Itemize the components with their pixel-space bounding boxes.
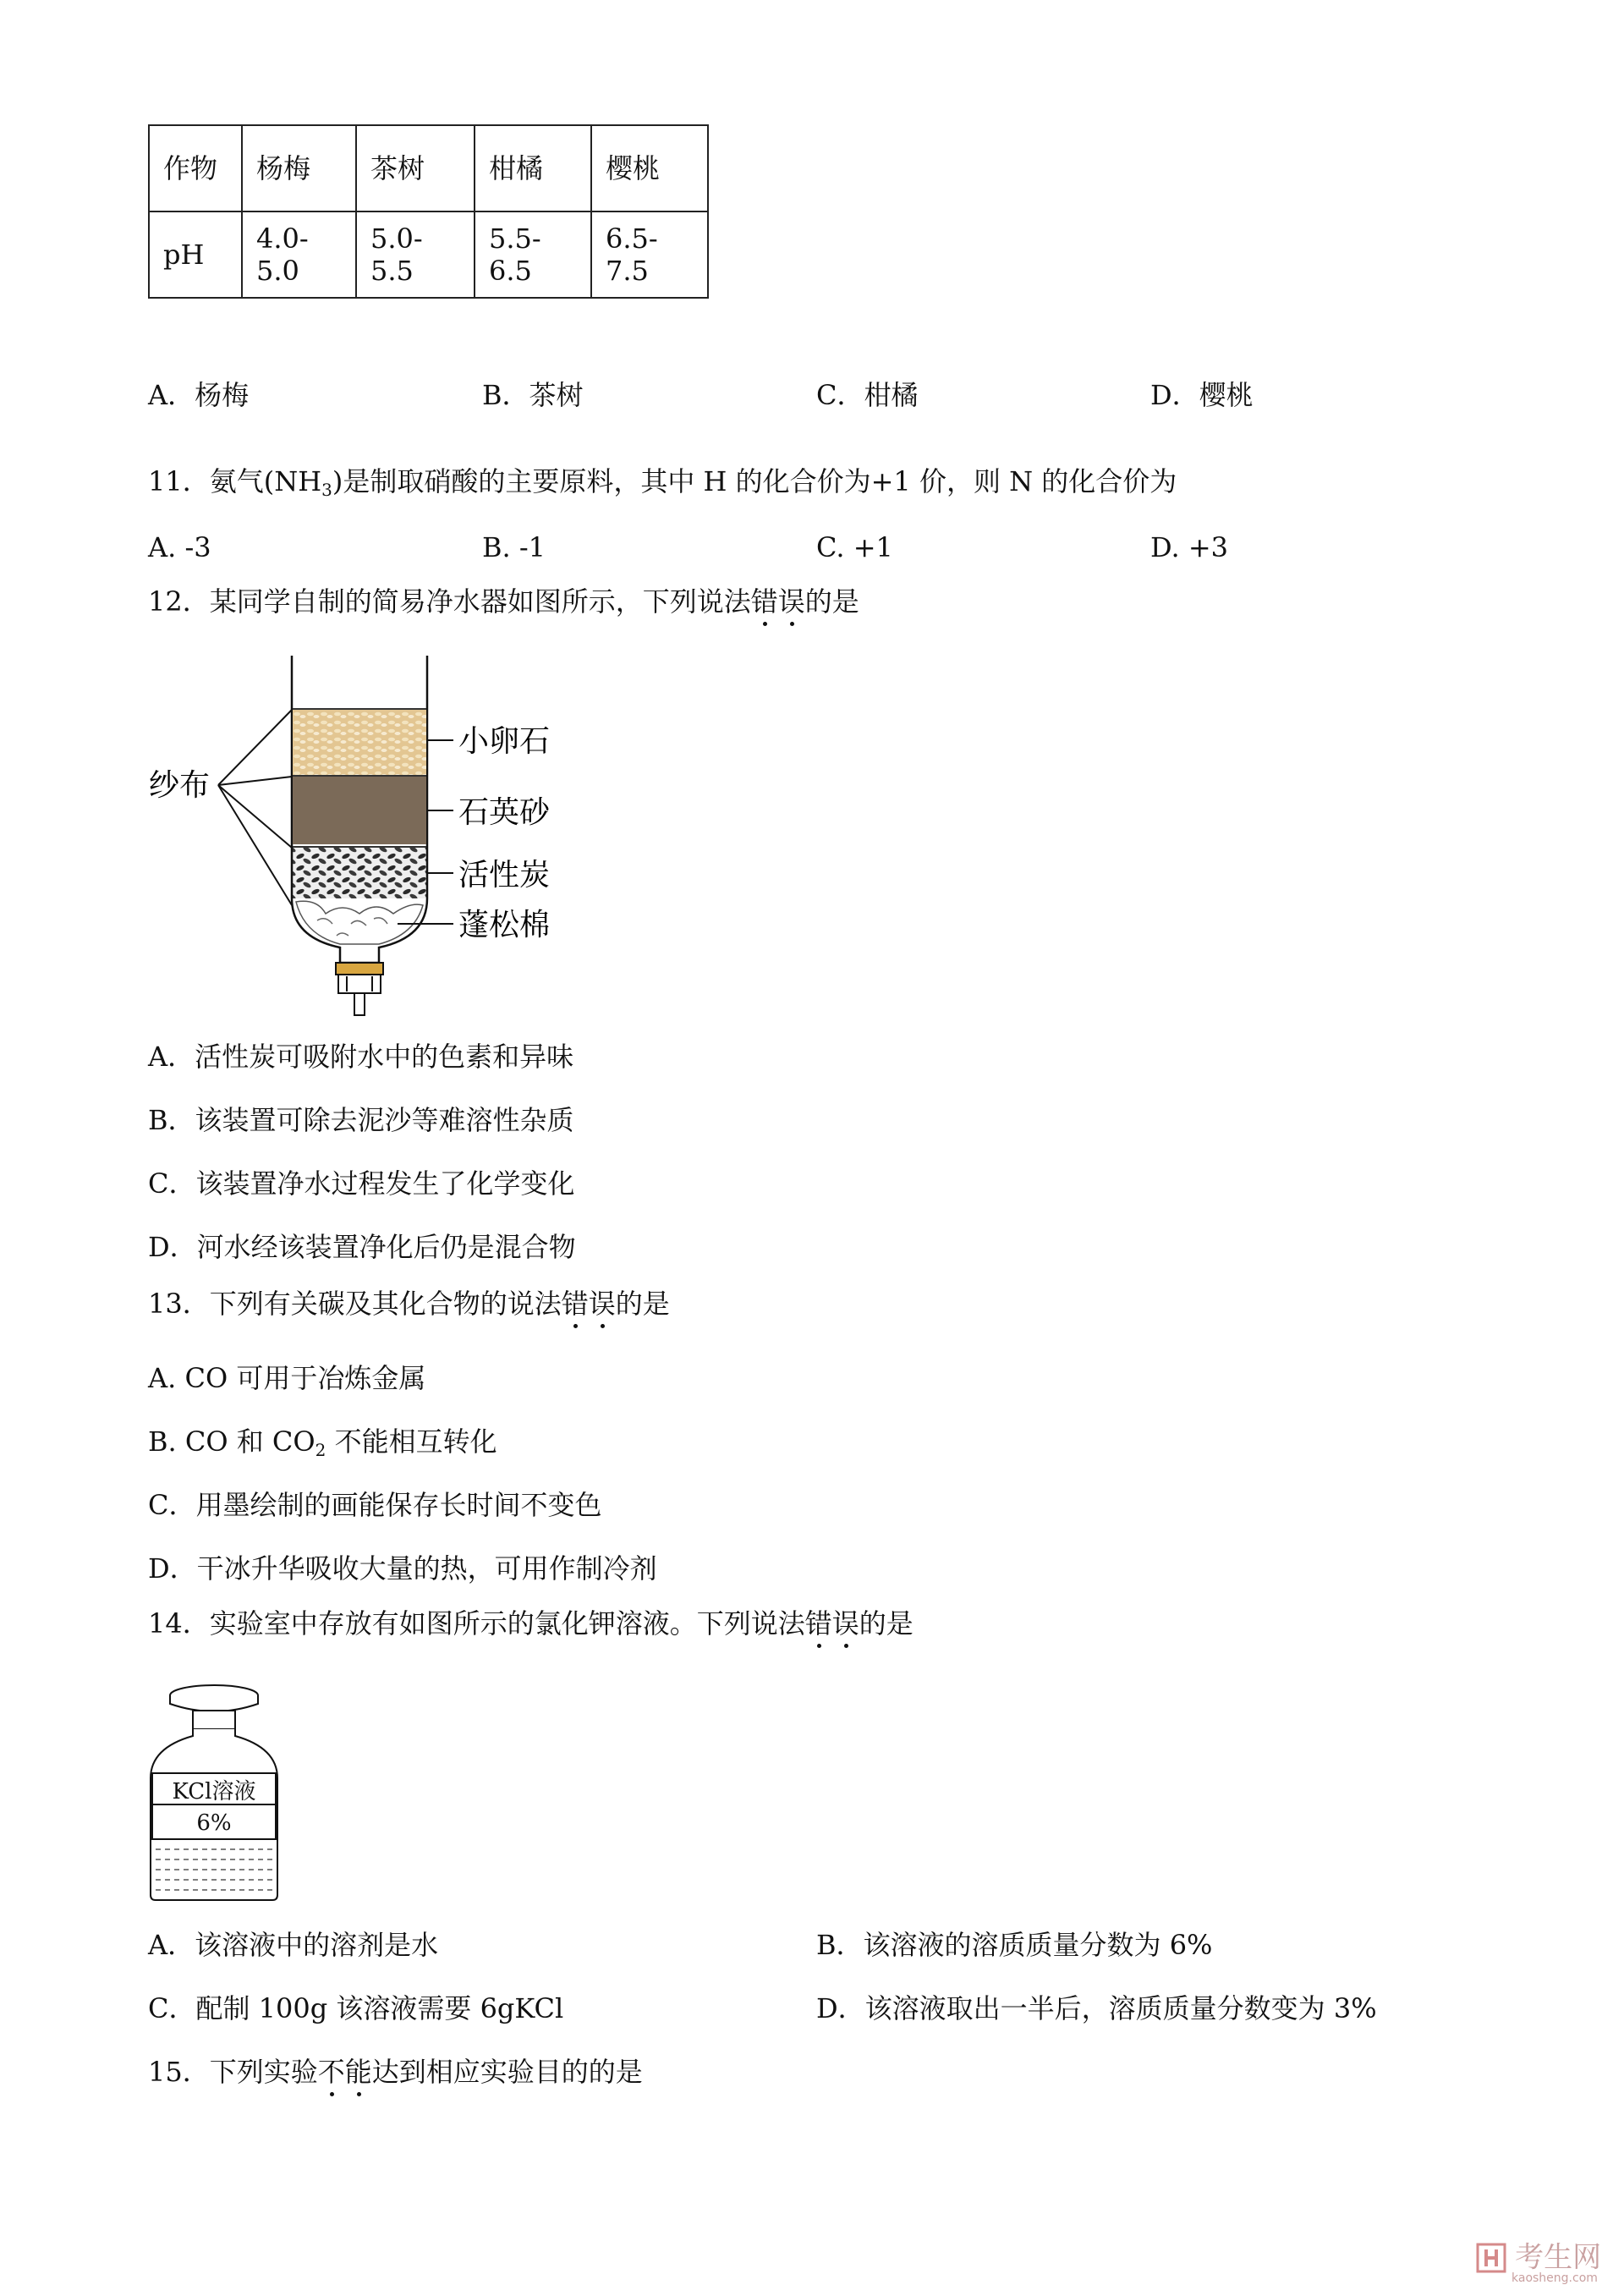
valve-body: [338, 975, 381, 993]
valve-ring: [336, 963, 383, 975]
emphasis-char: 错: [750, 585, 778, 618]
q12-option-a: A．活性炭可吸附水中的色素和异味: [148, 1041, 574, 1073]
quartz-sand-layer: [293, 777, 426, 844]
table-cell: 柑橘: [475, 125, 591, 211]
q12-option-c: C．该装置净水过程发生了化学变化: [148, 1167, 575, 1200]
leader-line: [218, 710, 292, 785]
q13-option-b-subscript: 2: [315, 1440, 326, 1460]
emphasis-char: 不: [317, 2056, 345, 2088]
emphasis-char: 误: [777, 585, 805, 618]
table-row: [149, 125, 708, 211]
q10-option-a: A．杨梅: [148, 379, 250, 411]
watermark-sub: kaosheng.com: [1512, 2271, 1598, 2286]
q13-stem-text-b: 的是: [615, 1288, 670, 1320]
q13-option-b: [148, 1425, 497, 1460]
q11-stem-subscript: 3: [321, 480, 332, 500]
q10-option-b: B．茶树: [482, 379, 584, 411]
q13-option-b-text-a: B. CO 和 CO: [148, 1425, 315, 1458]
table-cell: 5.5-6.5: [475, 211, 591, 298]
label-cotton: 蓬松棉: [458, 908, 551, 942]
q14-stem: [148, 1607, 914, 1640]
watermark: [1476, 2240, 1601, 2286]
q11-option-a: A. -3: [148, 531, 211, 563]
label-gauze: 纱布: [149, 768, 211, 803]
q13-stem-text-a: 13．下列有关碳及其化合物的说法: [148, 1288, 562, 1320]
q12-stem: [148, 585, 859, 618]
ph-table: [148, 124, 709, 299]
table-row: [149, 211, 708, 298]
q14-option-a: A．该溶液中的溶剂是水: [148, 1929, 439, 1961]
table-cell: 作物: [149, 125, 242, 211]
q13-option-c: C．用墨绘制的画能保存长时间不变色: [148, 1489, 602, 1521]
q14-option-b: B．该溶液的溶质质量分数为 6%: [816, 1929, 1213, 1961]
q13-option-a: A. CO 可用于冶炼金属: [148, 1362, 426, 1394]
q12-stem-text-a: 12．某同学自制的简易净水器如图所示，下列说法: [148, 585, 751, 618]
watermark-main: 考生网: [1515, 2240, 1602, 2275]
table-cell: 5.0-5.5: [356, 211, 475, 298]
q15-stem-text-a: 15．下列实验: [148, 2056, 318, 2088]
activated-carbon-layer: [293, 848, 426, 898]
leader-line: [218, 777, 292, 785]
label-activated-carbon: 活性炭: [458, 858, 551, 893]
emphasis-char: 误: [588, 1288, 616, 1320]
label-pebbles: 小卵石: [458, 724, 551, 759]
emphasis-char: 错: [561, 1288, 589, 1320]
watermark-logo-icon: [1476, 2243, 1506, 2273]
emphasis-char: 误: [831, 1607, 859, 1640]
bottle-label-name: KCl溶液: [172, 1779, 256, 1804]
reagent-bottle-figure: [144, 1684, 288, 1908]
q11-option-c: C. +1: [816, 531, 893, 563]
emphasis-char: 错: [804, 1607, 832, 1640]
q14-option-d: D．该溶液取出一半后，溶质质量分数变为 3%: [816, 1992, 1377, 2024]
pebble-layer: [293, 709, 426, 775]
water-filter-figure: [144, 651, 584, 1024]
q13-option-d: D．干冰升华吸收大量的热，可用作制冷剂: [148, 1552, 657, 1585]
q11-option-b: B. -1: [482, 531, 546, 563]
q12-option-d: D．河水经该装置净化后仍是混合物: [148, 1231, 576, 1263]
q12-option-b: B．该装置可除去泥沙等难溶性杂质: [148, 1104, 574, 1136]
q14-stem-text-b: 的是: [859, 1607, 914, 1640]
table-cell: 6.5-7.5: [591, 211, 708, 298]
q14-stem-text-a: 14．实验室中存放有如图所示的氯化钾溶液。下列说法: [148, 1607, 805, 1640]
leader-line: [218, 785, 292, 848]
q10-option-d: D．樱桃: [1150, 379, 1254, 411]
q11-stem-text-b: )是制取硝酸的主要原料，其中 H 的化合价为+1 价，则 N 的化合价为: [332, 465, 1177, 497]
leader-line: [218, 785, 292, 905]
q13-option-b-text-b: 不能相互转化: [326, 1425, 497, 1458]
bottle-mouth: [193, 1711, 235, 1729]
q11-stem-text-a: 11．氨气(NH: [148, 465, 322, 497]
bottle-label-concentration: 6%: [196, 1810, 232, 1836]
table-cell: 樱桃: [591, 125, 708, 211]
q12-stem-text-b: 的是: [804, 585, 859, 618]
q14-option-c: C．配制 100g 该溶液需要 6gKCl: [148, 1992, 564, 2024]
q15-stem-text-b: 达到相应实验目的的是: [371, 2056, 643, 2088]
q11-option-d: D. +3: [1150, 531, 1229, 563]
q11-stem: [148, 465, 1177, 500]
outlet-pipe: [354, 993, 365, 1015]
q13-stem: [148, 1288, 670, 1320]
q15-stem: [148, 2056, 643, 2088]
table-cell: pH: [149, 211, 242, 298]
stopper-rim: [170, 1695, 258, 1711]
table-cell: 杨梅: [242, 125, 356, 211]
table-cell: 茶树: [356, 125, 475, 211]
q10-option-c: C．柑橘: [816, 379, 919, 411]
table-cell: 4.0-5.0: [242, 211, 356, 298]
emphasis-char: 能: [344, 2056, 372, 2088]
label-quartz-sand: 石英砂: [458, 795, 551, 830]
